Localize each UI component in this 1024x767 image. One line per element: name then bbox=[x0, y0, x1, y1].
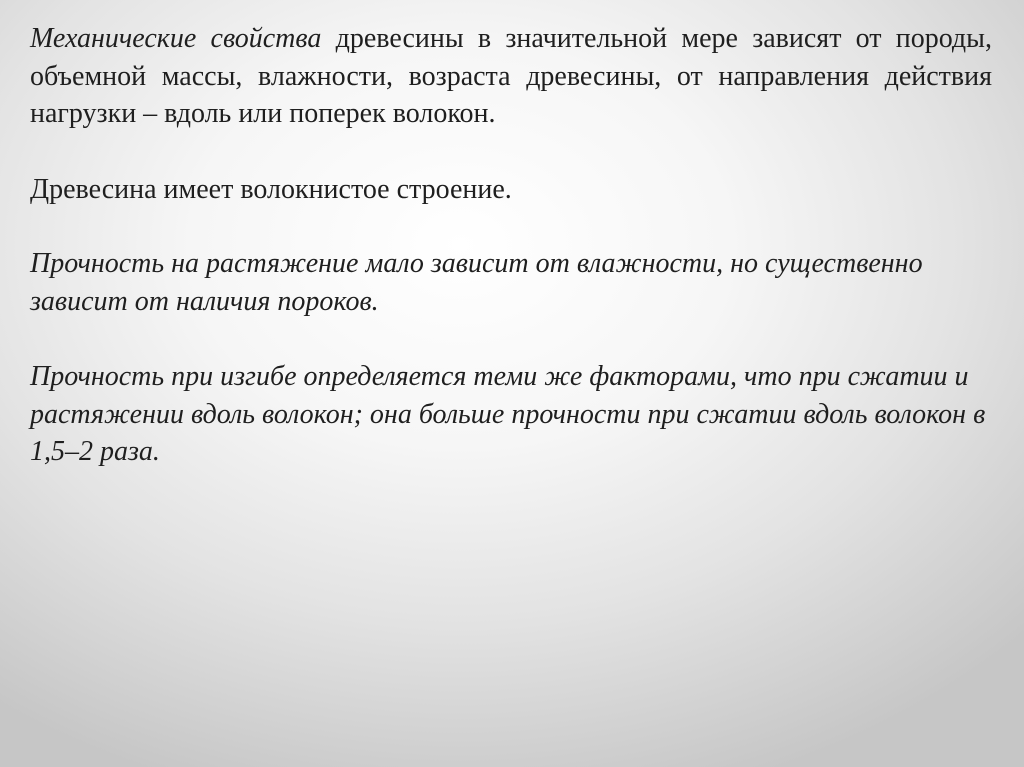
paragraph-fibrous-structure: Древесина имеет волокнистое строение. bbox=[30, 174, 512, 205]
term-mechanical-properties: Механические свойства bbox=[30, 23, 322, 54]
paragraph-tensile-strength: Прочность на растяжение мало зависит от влажности, но существенно зависит от наличия пороков. bbox=[30, 248, 923, 317]
paragraph-bending-strength: Прочность при изгибе определяется теми же факторами, что при сжатии и растяжении вдоль волокон; она больше прочности при сжатии вдоль волокон в 1,5–2 раза. bbox=[30, 361, 986, 467]
paragraph-mechanical-properties bbox=[30, 20, 992, 133]
slide-content bbox=[30, 16, 992, 756]
paragraph-mechanical-properties-text: древесины в значительной мере зависят от породы, объемной массы, влажности, возраста древесины, от направления действия нагрузки – вдоль или поперек волокон. bbox=[30, 23, 992, 129]
